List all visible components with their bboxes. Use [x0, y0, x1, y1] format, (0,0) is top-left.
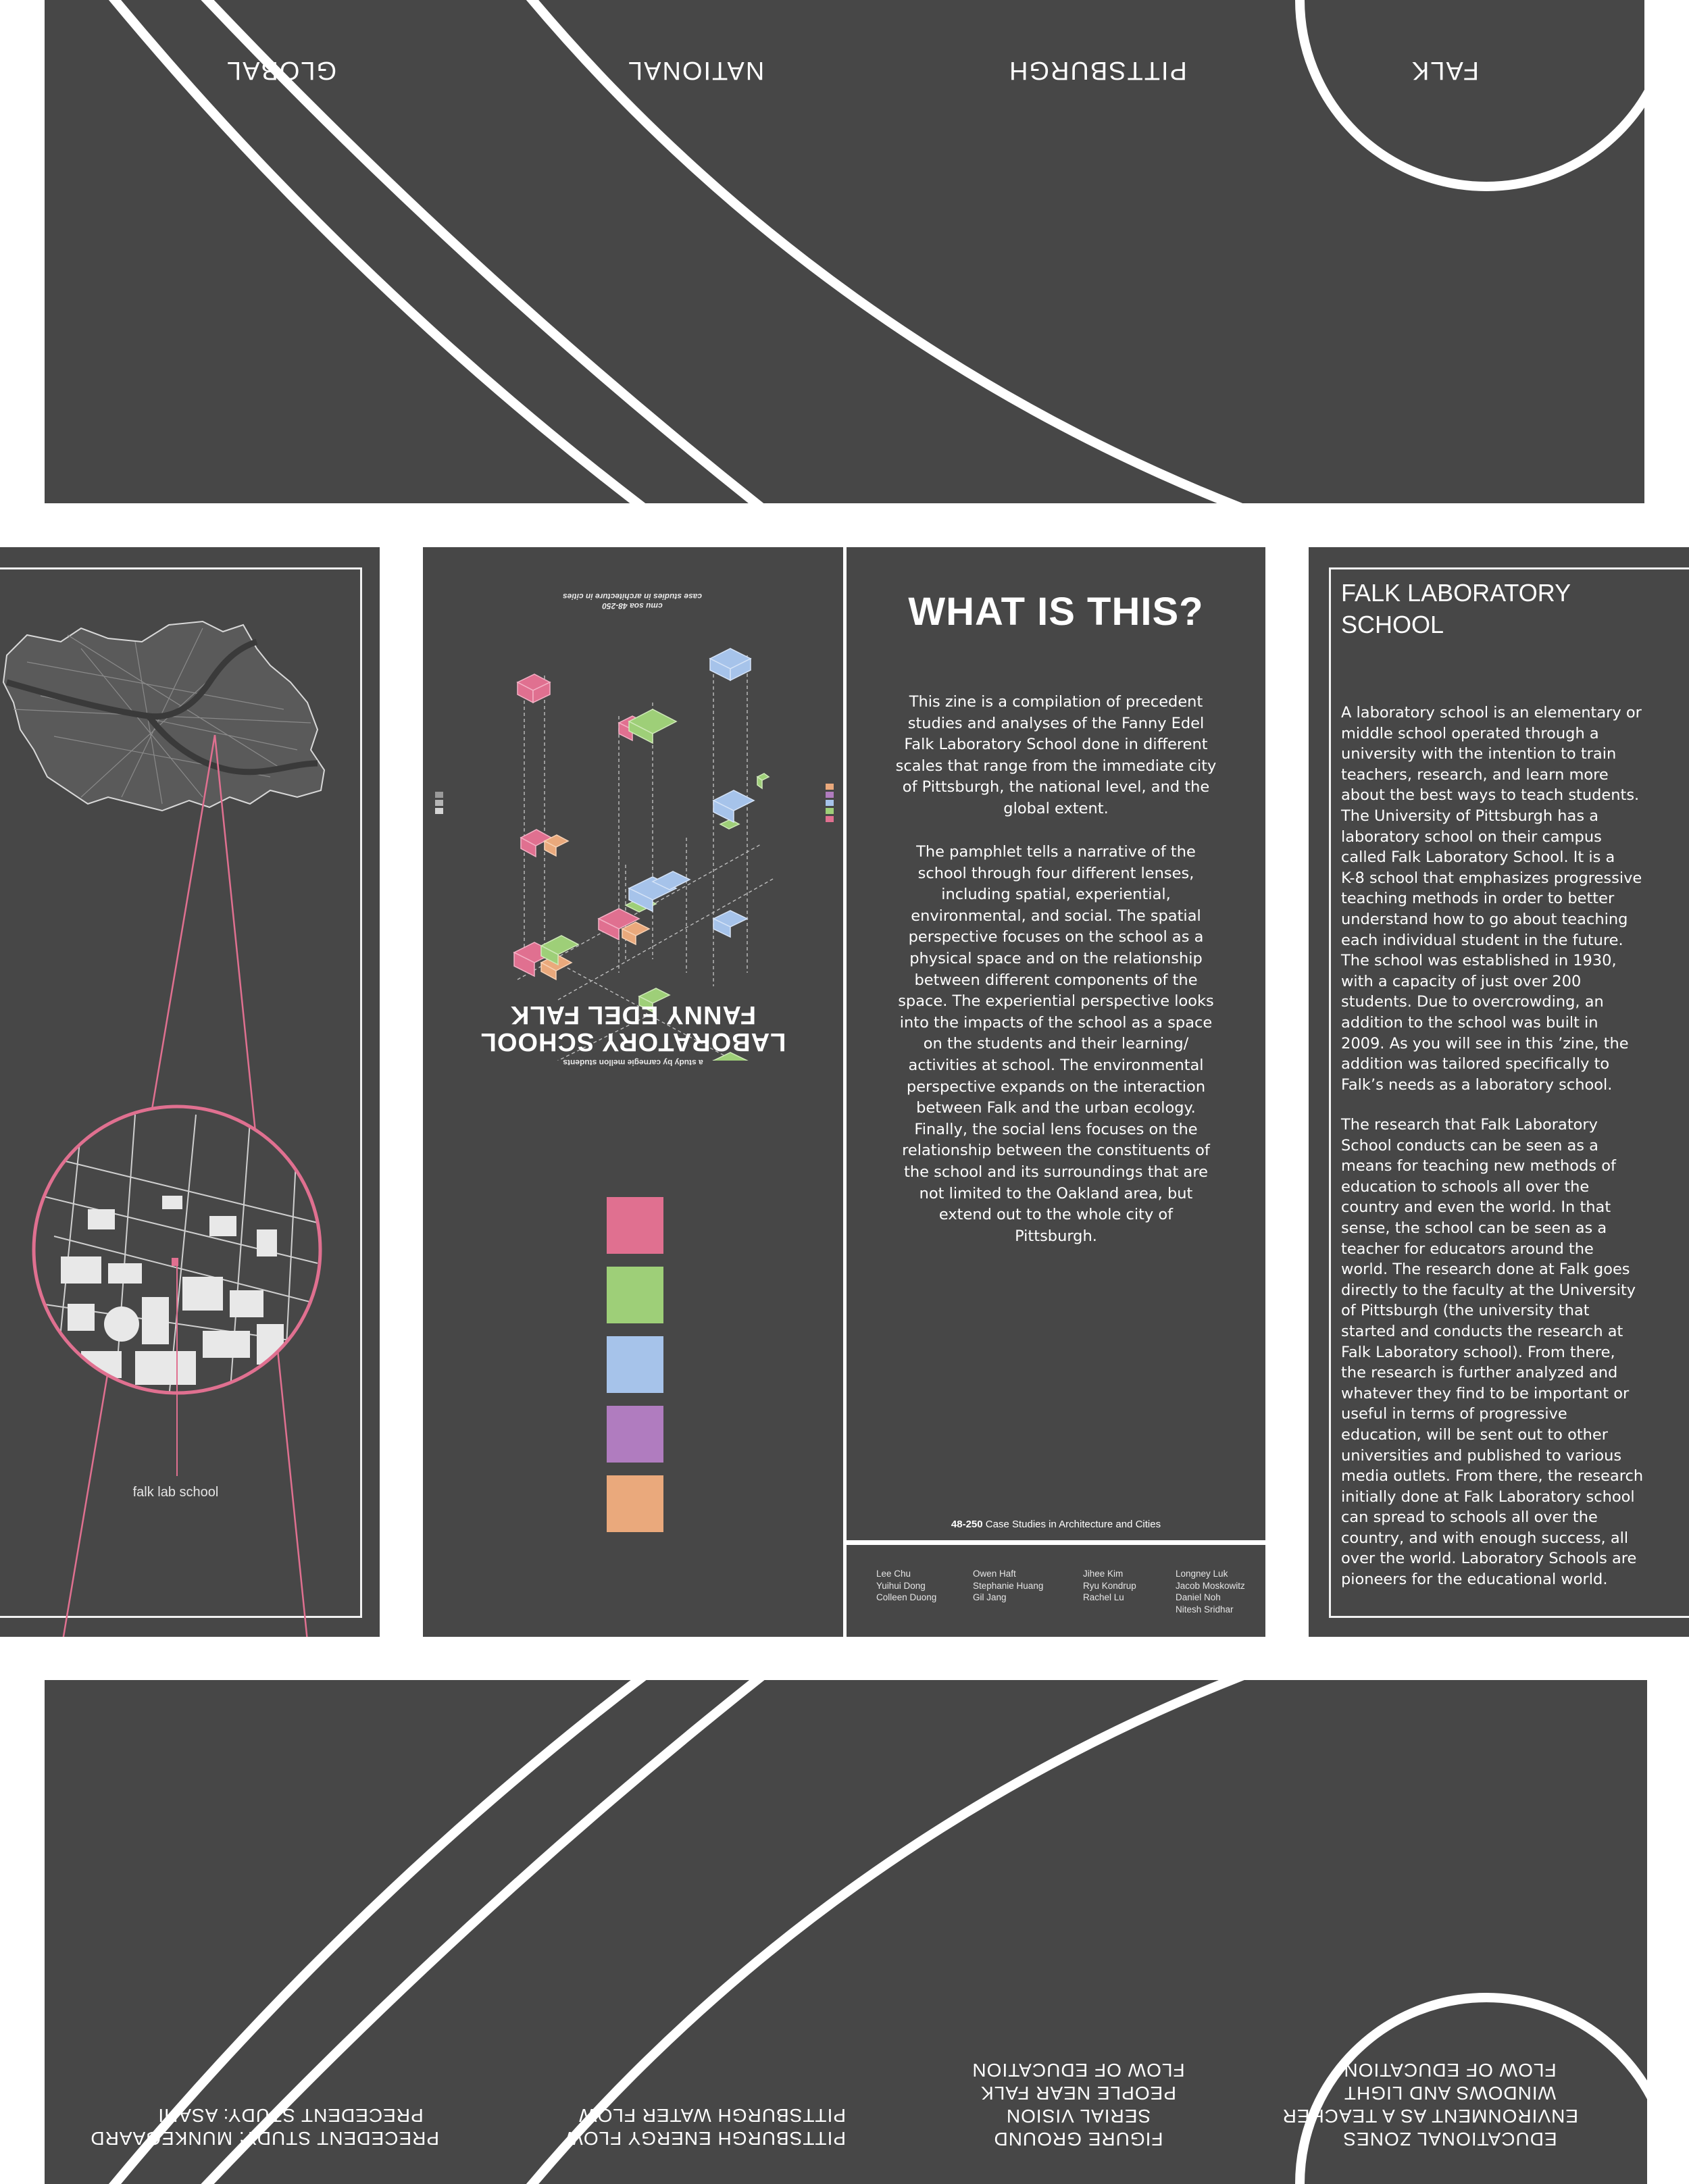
course-code: 48-250: [951, 1519, 983, 1530]
falk-paragraph-1: A laboratory school is an elementary or middle school operated through a university with the intention to train teachers, research, and learn more about the best ways to teach students. The University of Pittsburgh has a laboratory school on their campus called Falk Laboratory School. It is a K-8 school that emphasizes progressive teaching methods in order to better understand how to go about teaching each individual student in the future. The school was established in 1930, with a capacity of just over 200 students. Due to overcrowding, an addition to the school was built in 2009. As you will see in this ’zine, the addition was tailored specifically to Falk’s needs as a laboratory school.: [1341, 704, 1642, 1094]
ring-falk: [1300, 0, 1644, 186]
section-title: FIGURE GROUND: [993, 2129, 1163, 2150]
left-legend-ticks: [435, 792, 443, 814]
label-pittsburgh: PITTSBURGH: [1008, 56, 1187, 84]
cover-heading-block: [423, 592, 842, 611]
global-sections-list: [90, 2104, 439, 2150]
national-sections-list: [564, 2104, 846, 2150]
credit-name: Longney Luk: [1176, 1569, 1228, 1579]
credit-name: Lee Chu: [876, 1569, 911, 1579]
credit-name: Yuihui Dong: [876, 1580, 926, 1591]
cover-panel: [423, 547, 843, 1637]
swatch-social: [607, 1406, 663, 1463]
credits-panel: [847, 1545, 1265, 1637]
credits-column: [973, 1568, 1043, 1604]
section-title: PEOPLE NEAR FALK: [980, 2083, 1176, 2104]
section-title: WINDOWS AND LIGHT: [1343, 2083, 1557, 2104]
cover-title-line2: LABORATORY SCHOOL: [480, 1027, 786, 1056]
section-title: SERIAL VISION: [1005, 2106, 1151, 2127]
section-title: EDUCATIONAL ZONES: [1342, 2129, 1557, 2150]
swatch-environmental: [607, 1336, 663, 1393]
falk-info-panel: [1309, 547, 1689, 1637]
credit-name: Colleen Duong: [876, 1592, 937, 1602]
credit-name: Stephanie Huang: [973, 1580, 1044, 1591]
swatch-experiential: [607, 1267, 663, 1323]
label-national: NATIONAL: [627, 56, 765, 84]
credit-name: Nitesh Sridhar: [1176, 1604, 1234, 1615]
bottom-sections-panel: [45, 1680, 1647, 2184]
what-heading: WHAT IS THIS?: [908, 590, 1204, 634]
credit-name: Gil Jang: [973, 1592, 1007, 1602]
credits-column: [1083, 1568, 1136, 1604]
swatch-extra: [607, 1475, 663, 1532]
section-title: PRECEDENT STUDY: MUNKEGAARD: [90, 2128, 439, 2149]
course-name: Case Studies in Architecture and Cities: [985, 1519, 1161, 1530]
falk-paragraph-2: The research that Falk Laboratory School conducts can be seen as a means for teaching new methods of education to schools all over the country and even the world. In that sense, the school can be seen as a teacher for educators around the world. The research done at Falk goes directly to the faculty at the University of Pittsburgh (the university that started and conducts the research at Falk Laboratory school). From there, the research is further analyzed and whatever they find to be important or useful in terms of progressive education, will be sent out to other universities and published to various media outlets. From there, the research initially done at Falk Laboratory school can spread to schools all over the country, and with enough success, all over the world. Laboratory Schools are pioneers for the educational world.: [1341, 1116, 1644, 1589]
cover-course: case studies in architecture in cities: [562, 592, 703, 601]
map-caption: falk lab school: [132, 1485, 219, 1500]
section-title: PITTSBURGH WATER FLOW: [578, 2105, 846, 2126]
credit-name: Owen Haft: [973, 1569, 1016, 1579]
top-scales-panel: [45, 0, 1644, 503]
what-is-this-panel: [847, 547, 1265, 1540]
falk-info-heading: [1341, 577, 1571, 640]
isometric-diagram: [423, 621, 843, 1061]
credit-name: Daniel Noh: [1176, 1592, 1221, 1602]
credit-name: Rachel Lu: [1083, 1592, 1124, 1602]
section-title: FLOW OF EDUCATION: [1343, 2060, 1557, 2081]
pittsburgh-map: [0, 547, 380, 1637]
right-legend-ticks: [826, 784, 834, 822]
course-footer: [847, 1519, 1265, 1530]
falk-heading-line1: FALK LABORATORY: [1341, 579, 1571, 607]
credits-column: [1176, 1568, 1245, 1615]
falk-sections-list: [1282, 2058, 1578, 2150]
label-global: GLOBAL: [226, 56, 337, 84]
what-paragraph-1: This zine is a compilation of precedent studies and analyses of the Fanny Edel Falk Laboratory School done in different scales that range from the immediate city of Pittsburgh, the national level, and the global extent.: [895, 693, 1217, 817]
credit-name: Jacob Moskowitz: [1176, 1580, 1245, 1591]
what-paragraph-2: The pamphlet tells a narrative of the school through four different lenses, including spatial, experiential, environmental, and social. The spatial perspective focuses on the school as a physical space and on the relationship between different components of the space. The experiential perspective looks into the impacts of the school as a space on the students and their learning/ activities at school. The environmental perspective expands on the interaction between Falk and the urban ecology. Finally, the social lens focuses on the relationship between the constituents of the school and its surroundings that are not limited to the Oakland area, but extend out to the whole city of Pittsburgh.: [898, 843, 1214, 1245]
map-panel: [0, 547, 380, 1637]
section-title: PITTSBURGH ENERGY FLOW: [564, 2128, 846, 2149]
detail-map: [27, 1101, 331, 1405]
cover-title-block: [423, 1001, 843, 1067]
section-title: PRECEDENT STUDY: ASAHI: [157, 2105, 424, 2126]
cover-code: cmu soa 48-250: [602, 601, 663, 611]
swatch-spatial: [607, 1197, 663, 1254]
cover-title-line1: FANNY EDEL FALK: [509, 1000, 757, 1029]
credit-name: Ryu Kondrup: [1083, 1580, 1136, 1591]
credits-column: [876, 1568, 936, 1604]
cover-subtitle: a study by carnegie mellon students: [563, 1058, 703, 1067]
pittsburgh-sections-list: [963, 2058, 1193, 2150]
section-title: FLOW OF EDUCATION: [972, 2060, 1185, 2081]
label-falk: FALK: [1411, 56, 1479, 84]
credit-name: Jihee Kim: [1083, 1569, 1124, 1579]
falk-heading-line2: SCHOOL: [1341, 611, 1444, 638]
section-title: ENVIRONMENT AS A TEACHER: [1282, 2106, 1578, 2127]
